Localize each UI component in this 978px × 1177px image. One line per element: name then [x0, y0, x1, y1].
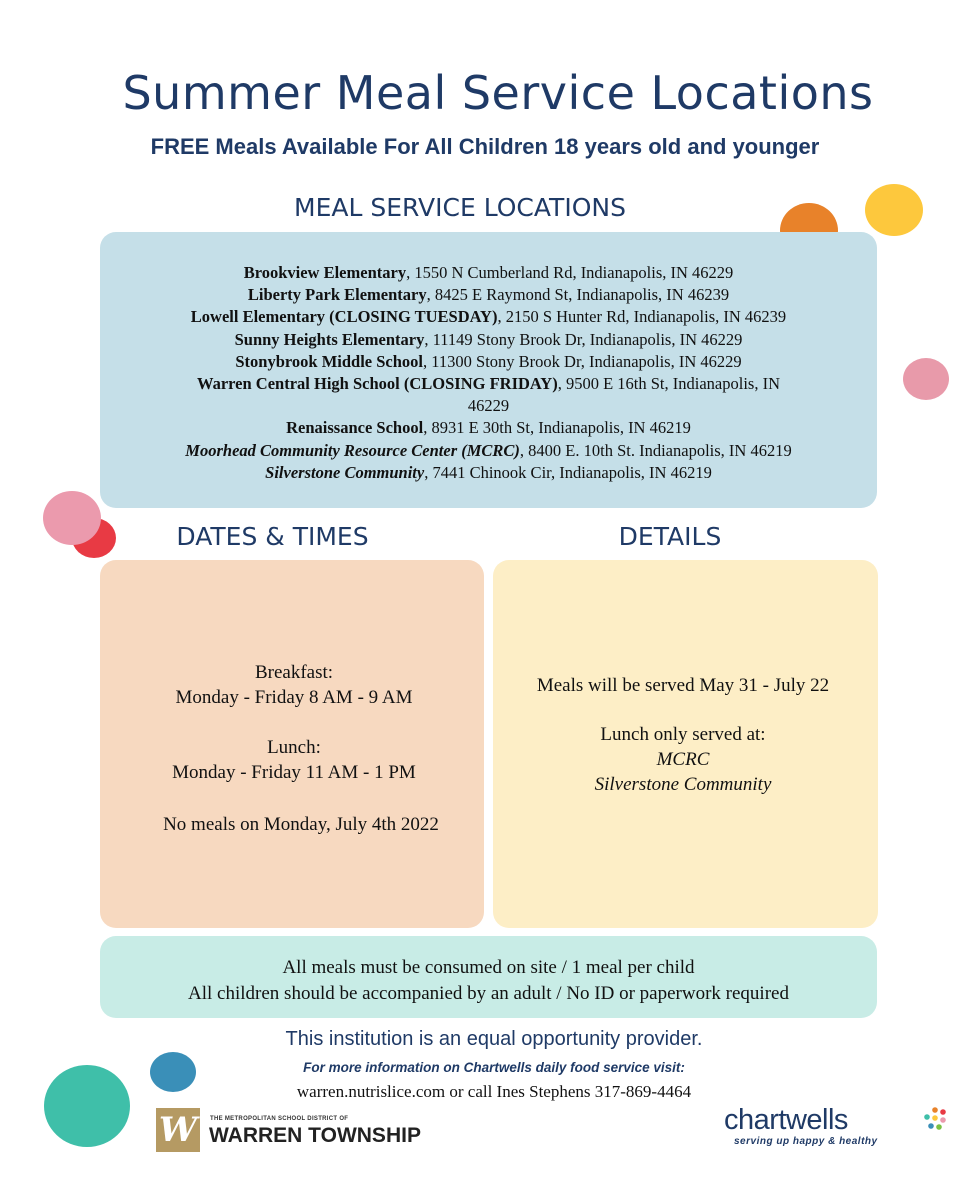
- dates-heading: DATES & TIMES: [176, 522, 369, 551]
- location-item: Brookview Elementary, 1550 N Cumberland Rd, Indianapolis, IN 46229: [243, 263, 734, 282]
- location-item: Renaissance School, 8931 E 30th St, Indianapolis, IN 46219: [286, 418, 691, 438]
- locations-heading: MEAL SERVICE LOCATIONS: [294, 193, 626, 222]
- lunch-only-label: Lunch only served at:: [600, 724, 766, 745]
- location-item: Liberty Park Elementary, 8425 E Raymond St, Indianapolis, IN 46239: [247, 285, 730, 305]
- rules-content: [100, 955, 877, 1007]
- location-item: Lowell Elementary (CLOSING TUESDAY), 2150 S Hunter Rd, Indianapolis, IN 46239: [190, 307, 787, 327]
- decor-circle-yellow: [865, 184, 923, 236]
- location-item: Moorhead Community Resource Center (MCRC), 8400 E. 10th St. Indianapolis, IN 46219: [185, 440, 792, 460]
- warren-logo-name: WARREN TOWNSHIP: [209, 1124, 421, 1147]
- location-item-continued: 46229: [467, 396, 510, 416]
- location-item: Stonybrook Middle School, 11300 Stony Brook Dr, Indianapolis, IN 46229: [235, 351, 742, 371]
- location-item: Sunny Heights Elementary, 11149 Stony Brook Dr, Indianapolis, IN 46229: [234, 329, 743, 349]
- locations-list: [100, 262, 877, 484]
- no-meals-note: No meals on Monday, July 4th 2022: [163, 814, 439, 835]
- lunch-label: Lunch:: [267, 737, 321, 758]
- lunch-time: Monday - Friday 11 AM - 1 PM: [172, 762, 416, 783]
- decor-circle-pink-right: [903, 358, 949, 400]
- breakfast-time: Monday - Friday 8 AM - 9 AM: [175, 687, 413, 708]
- dates-content: [110, 660, 478, 837]
- warren-township-logo: [156, 1108, 448, 1152]
- page-title: Summer Meal Service Locations: [122, 66, 874, 120]
- location-item: Silverstone Community, 7441 Chinook Cir, Indianapolis, IN 46219: [265, 462, 712, 482]
- decor-circle-teal: [44, 1065, 130, 1147]
- breakfast-label: Breakfast:: [254, 662, 334, 683]
- lunch-site-mcrc: MCRC: [656, 749, 710, 770]
- details-heading: DETAILS: [618, 522, 722, 551]
- service-dates: Meals will be served May 31 - July 22: [536, 675, 830, 696]
- lunch-site-silverstone: Silverstone Community: [594, 774, 772, 795]
- location-item: Warren Central High School (CLOSING FRIDAY), 9500 E 16th St, Indianapolis, IN: [196, 374, 780, 394]
- rules-line-1: All meals must be consumed on site / 1 meal per child: [282, 957, 695, 978]
- rules-line-2: All children should be accompanied by an adult / No ID or paperwork required: [188, 983, 789, 1004]
- decor-circle-pink-left: [43, 491, 101, 545]
- chartwells-wordmark: chartwells: [724, 1104, 848, 1136]
- warren-logo-mark: W: [156, 1108, 200, 1152]
- warren-logo-small-text: THE METROPOLITAN SCHOOL DISTRICT OF: [210, 1116, 349, 1122]
- more-info-text: For more information on Chartwells daily food service visit:: [303, 1060, 685, 1075]
- contact-info: warren.nutrislice.com or call Ines Stephens 317-869-4464: [296, 1082, 692, 1101]
- details-content: [493, 673, 873, 797]
- chartwells-dots-icon: [922, 1106, 948, 1132]
- equal-opportunity-statement: This institution is an equal opportunity provider.: [285, 1028, 703, 1050]
- page-subtitle: FREE Meals Available For All Children 18 years old and younger: [150, 134, 820, 159]
- chartwells-tagline: serving up happy & healthy: [734, 1136, 878, 1147]
- chartwells-logo: [724, 1104, 954, 1154]
